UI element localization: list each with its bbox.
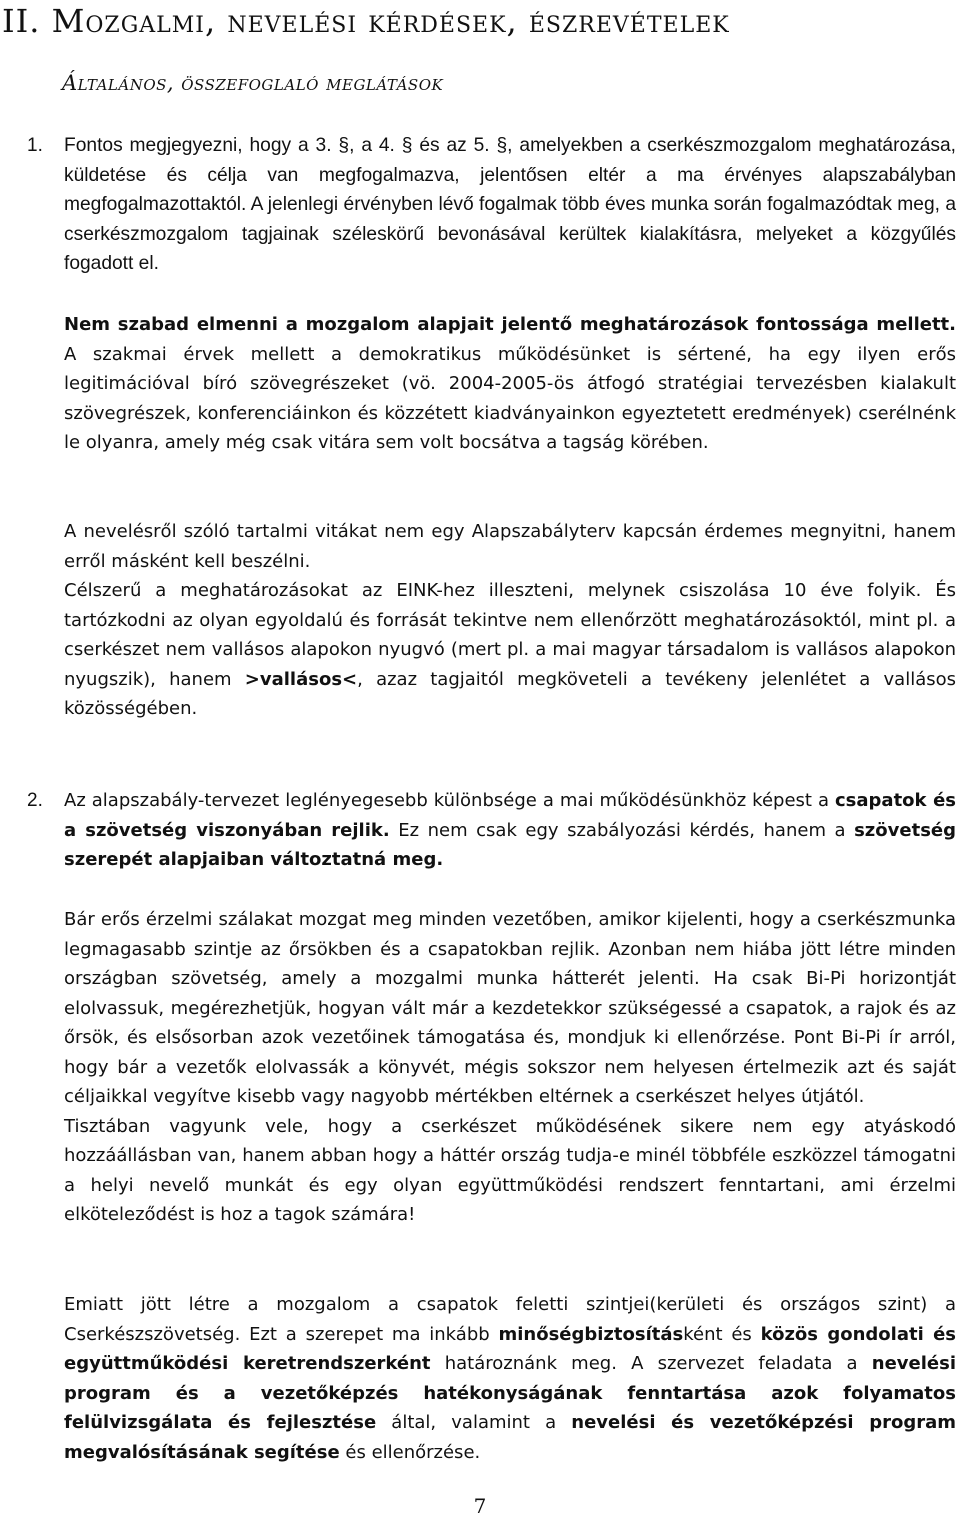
item-1-paragraph-1 [64,131,956,279]
item-1-bold-statement: Nem szabad elmenni a mozgalom alapjait jelentő meghatározások fontossága mellett. [64,314,956,335]
item-2-final-bold-1: minőségbiztosítás [498,1323,684,1345]
item-2-intro: Az alapszabály-tervezet leglényegesebb különbsége a mai működésünkhöz képest a [64,790,836,811]
item-2-final-bold-4: nevelési és vezetőképzési program megvalósításának segítése [64,1412,956,1463]
section-heading: II. Mozgalmi, nevelési kérdések, észrevételek [2,2,730,40]
item-2-final-bold-3: nevelési program és a vezetőképzés hatékonyságának fenntartása azok folyamatos felülvizsgálata és fejlesztése [64,1353,957,1433]
item-2-final-c: határoznánk meg. A szervezet feladata a [430,1353,872,1374]
item-2-bipi-text: Bár erős érzelmi szálakat mozgat meg minden vezetőben, amikor kijelenti, hogy a cserkészmunka legmagasabb szintje az őrsökben és a csapatokban rejlik. Azonban nem hiába jött létre minden országban szövetség, amely a mozgalmi munka hátterét jelenti. Ha csak Bi-Pi horizontját elolvassuk, megérezhetjük, hogyan vált már a kezdetekkor szükségessé a csapatok, a rajok és az őrsök, és elsősorban azok vezetőinek támogatása és, mondjuk ki ellenőrzése. Pont Bi-Pi ír arról, hogy bár a vezetők elolvassák a könyvét, mégis sokszor nem helyesen értelmezik azt és saját céljaikkal vegyítve kisebb vagy nagyobb mértékben eltérnek a cserkészet helyes útjától. [64,909,956,1107]
item-2-intro-cont: Ez nem csak egy szabályozási kérdés, hanem a [389,819,855,841]
item-1-definitions-text: Célszerű a meghatározásokat az EINK-hez illeszteni, melynek csiszolása 10 éve folyik. És tartózkodni az olyan egyoldalú és forrását tekintve nem ellenőrzött meghatározásoktól, mint pl. a cserkészet nem vallásos alapokon nyugvó (mert pl. a mai magyar társadalom is vallásos alapokon nyugszik), hanem [64,580,956,690]
item-1-paragraph-4 [64,576,956,724]
item-2-final-b: ként és [683,1323,761,1345]
item-2-paragraph-2 [64,905,956,1230]
item-1-paragraph-3 [64,517,956,576]
item-2-bold-1: csapatok és a szövetség viszonyában rejlik. [64,790,956,841]
item-2-bold-2: szövetség szerepét alapjaiban változtatná meg. [64,819,957,870]
item-number-2: 2. [27,790,43,811]
item-1-paragraph-2 [64,310,956,458]
item-1-definitions-end: , azaz tagjaitól megköveteli a tevékeny jelenlétet a vallásos közösségében. [64,668,957,719]
item-2-paragraph-3 [64,1290,956,1467]
item-number-1: 1. [27,135,43,156]
page-number: 7 [473,1494,487,1518]
section-subheading: Általános, összefoglaló meglátások [62,71,444,95]
item-2-final-bold-2: közös gondolati és együttműködési keretrendszerként [64,1323,956,1374]
item-1-religious-bold: >vallásos< [244,668,358,690]
item-2-final-e: és ellenőrzése. [339,1441,481,1463]
item-2-final-a: Emiatt jött létre a mozgalom a csapatok feletti szintjei(kerületi és országos szint) a Cserkészszövetség. Ezt a szerepet ma inkább [64,1294,956,1345]
item-1-argument: A szakmai érvek mellett a demokratikus működésünket is sértené, ha egy ilyen erős legitimációval bíró szövegrészeket (vö. 2004-2005-ös átfogó stratégiai tervezésben kialakult szövegrészek, konferenciáinkon és közzétett kiadványainkon egyeztetett eredmények) cserélnénk le olyanra, amely még csak vitára sem volt bocsátva a tagság körében. [64,343,956,453]
item-1-debate-note: A nevelésről szóló tartalmi vitákat nem egy Alapszabályterv kapcsán érdemes megnyitni, hanem erről másként kell beszélni. [64,521,956,572]
item-2-final-d: által, valamint a [376,1412,572,1433]
item-1-text: Fontos megjegyezni, hogy a 3. §, a 4. § és az 5. §, amelyekben a cserkészmozgalom meghatározása, küldetése és célja van megfogalmazva, jelentősen eltér a ma érvényes alapszabályban megfogalmazottaktól. A jelenlegi érvényben lévő fogalmak több éves munka során fogalmazódtak meg, a cserkészmozgalom tagjainak széleskörű bevonásával kerültek kialakításra, melyeket a közgyűlés fogadott el. [64,135,956,274]
item-2-paragraph-1 [64,786,956,875]
item-2-awareness-text: Tisztában vagyunk vele, hogy a cserkészet működésének sikere nem egy atyáskodó hozzáállásban van, hanem abban hogy a háttér ország tudja-e minél többféle eszközzel támogatni a helyi nevelő munkát és egy olyan együttműködési rendszert fenntartani, ami érzelmi elköteleződést is hoz a tagok számára! [64,1115,956,1225]
